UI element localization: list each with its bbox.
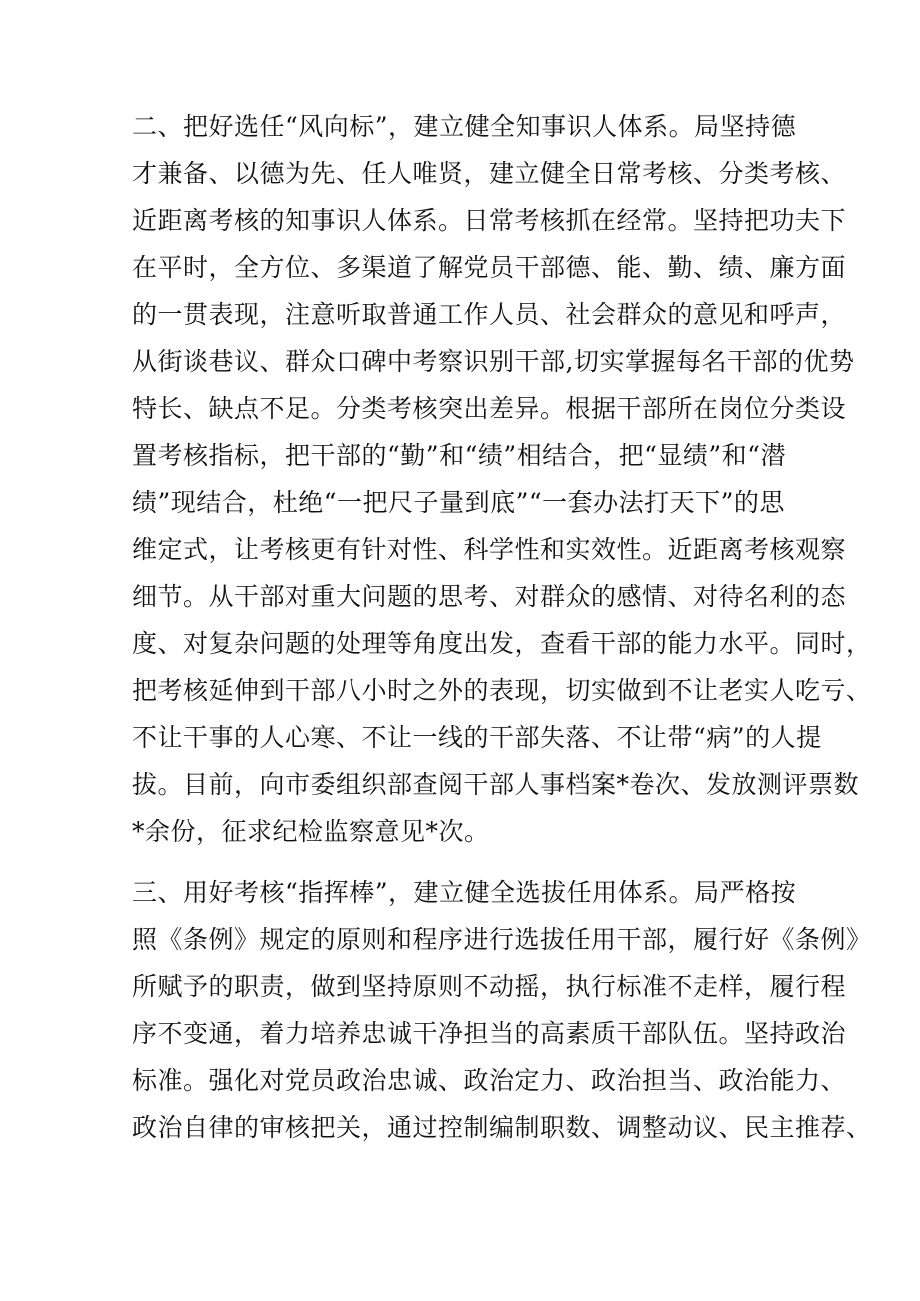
paragraph-appointment-system [132, 869, 872, 1151]
paragraph-line: 的一贯表现，注意听取普通工作人员、社会群众的意见和呼声， [132, 300, 847, 329]
paragraph-line: 才兼备、以德为先、任人唯贤，建立健全日常考核、分类考核、 [132, 159, 847, 188]
paragraph-line: 把考核延伸到干部八小时之外的表现，切实做到不让老实人吃亏、 [132, 676, 872, 705]
document-body [132, 103, 872, 1151]
paragraph-line: 序不变通，着力培养忠诚干净担当的高素质干部队伍。坚持政治 [132, 1019, 847, 1048]
paragraph-line: 所赋予的职责，做到坚持原则不动摇，执行标准不走样，履行程 [132, 972, 847, 1001]
paragraph-line: 度、对复杂问题的处理等角度出发，查看干部的能力水平。同时， [132, 629, 872, 658]
paragraph-line: 三、用好考核“指挥棒”，建立健全选拔任用体系。局严格按 [132, 878, 797, 907]
paragraph-line: 近距离考核的知事识人体系。日常考核抓在经常。坚持把功夫下 [132, 206, 847, 235]
paragraph-line: 绩”现结合，杜绝“一把尺子量到底”“一套办法打天下”的思 [132, 488, 785, 517]
paragraph-line: 照《条例》规定的原则和程序进行选拔任用干部，履行好《条例》 [132, 925, 872, 954]
paragraph-line: 不让干事的人心寒、不让一线的干部失落、不让带“病”的人提 [132, 723, 822, 752]
paragraph-line: 标准。强化对党员政治忠诚、政治定力、政治担当、政治能力、 [132, 1066, 847, 1095]
paragraph-line: *余份，征求纪检监察意见*次。 [132, 817, 490, 846]
paragraph-line: 拔。目前，向市委组织部查阅干部人事档案*卷次、发放测评票数 [132, 770, 860, 799]
paragraph-line: 特长、缺点不足。分类考核突出差异。根据干部所在岗位分类设 [132, 394, 847, 423]
paragraph-line: 维定式，让考核更有针对性、科学性和实效性。近距离考核观察 [132, 535, 847, 564]
paragraph-line: 从街谈巷议、群众口碑中考察识别干部,切实掌握每名干部的优势 [132, 347, 855, 376]
paragraph-line: 在平时，全方位、多渠道了解党员干部德、能、勤、绩、廉方面 [132, 253, 847, 282]
paragraph-selection-system [132, 103, 872, 855]
paragraph-line: 政治自律的审核把关，通过控制编制职数、调整动议、民主推荐、 [132, 1113, 872, 1142]
paragraph-line: 置考核指标，把干部的“勤”和“绩”相结合，把“显绩”和“潜 [132, 441, 786, 470]
paragraph-line: 二、把好选任“风向标”，建立健全知事识人体系。局坚持德 [132, 112, 797, 141]
paragraph-line: 细节。从干部对重大问题的思考、对群众的感情、对待名利的态 [132, 582, 847, 611]
